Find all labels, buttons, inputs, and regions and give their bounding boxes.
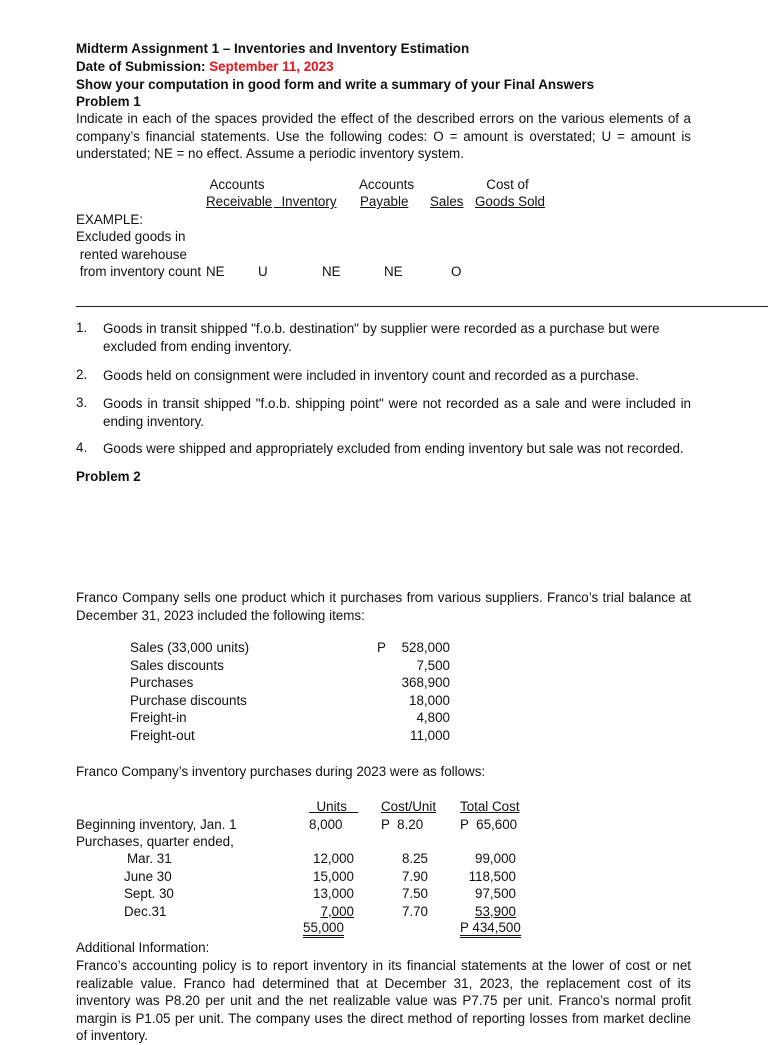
trial-balance-item: Sales (33,000 units) bbox=[130, 640, 250, 655]
assignment-title: Midterm Assignment 1 – Inventories and Inventory Estimation bbox=[76, 41, 470, 56]
currency-symbol: P bbox=[377, 640, 386, 655]
purchase-header-cost-unit: Cost/Unit bbox=[381, 799, 437, 814]
quarter-row-total: 99,000 bbox=[475, 851, 516, 866]
trial-balance-amount: 18,000 bbox=[409, 693, 450, 708]
quarter-row-units: 15,000 bbox=[313, 869, 354, 884]
submission-date bbox=[76, 58, 334, 76]
example-line: from inventory count bbox=[76, 264, 202, 279]
trial-balance-item: Freight-in bbox=[130, 710, 187, 725]
purchase-header-units: Units bbox=[316, 799, 347, 814]
instruction-text: Show your computation in good form and write a summary of your Final Answers bbox=[76, 77, 595, 92]
col-header-receivable: Receivable bbox=[206, 194, 273, 209]
example-answer-receivable: NE bbox=[206, 264, 225, 279]
trial-balance-amount: 7,500 bbox=[416, 658, 450, 673]
beginning-cost-unit: P 8.20 bbox=[381, 817, 424, 832]
example-answer-payable: NE bbox=[322, 264, 341, 279]
quarter-row-total: 97,500 bbox=[475, 886, 516, 901]
col-header-inventory: Inventory bbox=[281, 194, 337, 209]
purchase-header-total-cost: Total Cost bbox=[460, 799, 520, 814]
list-item: Goods were shipped and appropriately excluded from ending inventory but sale was not recorded. bbox=[103, 441, 684, 456]
trial-balance-amount: 528,000 bbox=[401, 640, 450, 655]
quarter-row-cost-unit: 7.50 bbox=[401, 886, 428, 901]
additional-info-label: Additional Information: bbox=[76, 940, 210, 955]
col-header-payable: Payable bbox=[360, 194, 409, 209]
quarter-row-cost-unit: 7.70 bbox=[401, 904, 428, 919]
additional-info-text: Franco’s accounting policy is to report inventory in its financial statements at the lower of cost or net realizable value. Franco had determined that at December 31, 2023, the replacement cost of its inventory was P8.20 per unit and the net realizable value was P7.75 per unit. Franco’s normal profit margin is P1.05 per unit. The company uses the direct method of reporting losses from market decline of inventory. bbox=[76, 958, 691, 1044]
problem1-intro: Indicate in each of the spaces provided the effect of the described errors on the various elements of a company’s financial statements. Use the following codes: O = amount is overstated; U = amount is understated; NE = no effect. Assume a periodic inventory system. bbox=[76, 111, 691, 162]
quarter-row-units: 13,000 bbox=[313, 886, 354, 901]
problem2-heading: Problem 2 bbox=[76, 469, 141, 484]
quarter-row-total: 118,500 bbox=[468, 869, 516, 884]
list-item-number: 4. bbox=[76, 440, 88, 455]
quarter-row-label: June 30 bbox=[124, 869, 172, 884]
col-header-receivable-top: Accounts bbox=[209, 177, 265, 192]
quarter-label: Purchases, quarter ended, bbox=[76, 834, 234, 849]
list-item: Goods held on consignment were included in inventory count and recorded as a purchase. bbox=[103, 368, 639, 383]
problem1-heading: Problem 1 bbox=[76, 94, 141, 109]
example-answer-inventory: U bbox=[258, 264, 268, 279]
quarter-row-label: Dec.31 bbox=[124, 904, 167, 919]
list-item-number: 2. bbox=[76, 367, 88, 382]
example-line: Excluded goods in bbox=[76, 229, 186, 244]
beginning-inventory-label: Beginning inventory, Jan. 1 bbox=[76, 817, 237, 832]
quarter-row-cost-unit: 7.90 bbox=[401, 869, 428, 884]
quarter-row-total: 53,900 bbox=[475, 904, 516, 919]
list-item-number: 3. bbox=[76, 395, 88, 410]
trial-balance-item: Sales discounts bbox=[130, 658, 224, 673]
submission-date-value: September 11, 2023 bbox=[209, 59, 334, 74]
quarter-row-units: 7,000 bbox=[320, 904, 354, 919]
col-header-sales: Sales bbox=[430, 194, 464, 209]
list-item: Goods in transit shipped "f.o.b. shipping point" were not recorded as a sale and were included in ending inventory. bbox=[103, 396, 691, 429]
total-cost: P 434,500 bbox=[460, 920, 521, 935]
trial-balance-amount: 368,900 bbox=[401, 675, 450, 690]
trial-balance-amount: 4,800 bbox=[416, 710, 450, 725]
beginning-units: 8,000 bbox=[309, 817, 343, 832]
trial-balance-item: Purchases bbox=[130, 675, 194, 690]
problem2-intro: Franco Company sells one product which it purchases from various suppliers. Franco’s trial balance at December 31, 2023 included the following items: bbox=[76, 590, 691, 623]
purchases-intro: Franco Company’s inventory purchases during 2023 were as follows: bbox=[76, 764, 486, 779]
example-line: rented warehouse bbox=[76, 247, 187, 262]
divider-line bbox=[76, 306, 768, 307]
list-item: Goods in transit shipped "f.o.b. destination" by supplier were recorded as a purchase but were excluded from ending inventory. bbox=[103, 321, 660, 354]
trial-balance-item: Purchase discounts bbox=[130, 693, 247, 708]
submission-date-label: Date of Submission: bbox=[76, 59, 206, 74]
total-units: 55,000 bbox=[303, 920, 344, 935]
col-header-cogs: Goods Sold bbox=[475, 194, 545, 209]
example-label: EXAMPLE: bbox=[76, 212, 143, 227]
example-answer-sales: NE bbox=[384, 264, 403, 279]
list-item-number: 1. bbox=[76, 320, 88, 335]
quarter-row-label: Mar. 31 bbox=[127, 851, 172, 866]
trial-balance-item: Freight-out bbox=[130, 728, 195, 743]
trial-balance-amount: 11,000 bbox=[410, 728, 450, 743]
quarter-row-units: 12,000 bbox=[313, 851, 354, 866]
example-answer-cogs: O bbox=[451, 264, 462, 279]
quarter-row-cost-unit: 8.25 bbox=[401, 851, 428, 866]
col-header-payable-top: Accounts bbox=[359, 177, 415, 192]
quarter-row-label: Sept. 30 bbox=[124, 886, 174, 901]
col-header-cogs-top: Cost of bbox=[486, 177, 529, 192]
beginning-total: P 65,600 bbox=[460, 817, 518, 832]
